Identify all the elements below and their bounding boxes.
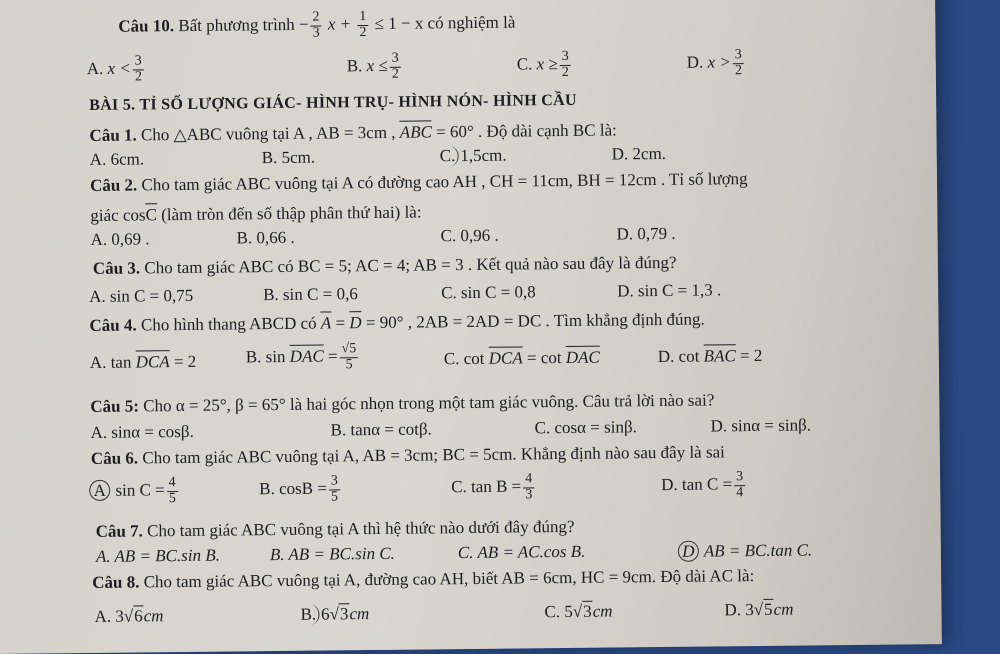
option-a: A. tan DCA = 2	[89, 351, 197, 372]
option-a: A. 3√6cm	[94, 606, 164, 626]
option-b: B. sin C = 0,6	[263, 284, 358, 305]
option-d: D. sinα = sinβ.	[710, 415, 812, 436]
question-4: Câu 4. Cho hình thang ABCD có A = D = 90° , 2AB = 2AD = DC . Tìm khẳng định đúng.	[89, 309, 705, 335]
option-c: C. 5√3cm	[544, 601, 613, 622]
option-a: A. 6cm.	[89, 149, 145, 169]
option-c: C. cosα = sinβ.	[534, 417, 637, 438]
option-d: D. x > $\frac{3}{2}$	[686, 47, 742, 78]
question-1: Câu 1. Cho △ABC vuông tại A , AB = 3cm , ABC = 60° . Độ dài cạnh BC là:	[89, 120, 617, 145]
option-a: A. AB = BC.sin B.	[95, 545, 221, 566]
option-b: B. cosB = $\frac{3}{5}$	[259, 473, 339, 505]
option-a: A. sinα = cosβ.	[90, 421, 194, 442]
option-d: D. sin C = 1,3 .	[617, 280, 722, 301]
option-c: C. cot DCA = cot DAC	[443, 347, 600, 369]
question-label: Câu 10.	[118, 16, 175, 36]
circle-mark: D	[678, 541, 699, 562]
option-b: B. x ≤ $\frac{3}{2}$	[346, 50, 399, 82]
section-title: BÀI 5. TỈ SỐ LƯỢNG GIÁC- HÌNH TRỤ- HÌNH NÓN- HÌNH CẦU	[89, 91, 577, 114]
option-c: C. sin C = 0,8	[441, 282, 536, 303]
angle-abc: ABC	[399, 122, 432, 142]
circle-mark: B.	[300, 605, 319, 625]
question-10: Câu 10. Bất phương trình − $\frac{2}{3}$ x + $\frac{1}{2}$ ≤ 1 − x có nghiệm là	[118, 9, 516, 41]
option-d: D. cot BAC = 2	[657, 345, 763, 367]
circle-mark: A	[89, 480, 110, 501]
option-c: C. tan B = $\frac{4}{3}$	[451, 471, 533, 503]
option-d: D AB = BC.tan C.	[682, 539, 812, 561]
option-b: B. tanα = cotβ.	[330, 419, 432, 440]
option-d: D. 3√5cm	[724, 599, 794, 620]
option-c: C. x ≥ $\frac{3}{2}$	[516, 48, 569, 80]
question-6: Câu 6. Cho tam giác ABC vuông tại A, AB = 3cm; BC = 5cm. Khẳng định nào sau đây là sai	[90, 442, 725, 468]
option-b: B. sin DAC = $\frac{√5}{5}$	[246, 342, 361, 374]
option-c: C. 0,96 .	[440, 225, 499, 246]
circle-mark: C.	[440, 146, 459, 166]
question-5: Câu 5: Cho α = 25°, β = 65° là hai góc nhọn trong một tam giác vuông. Câu trả lời nào sai?	[90, 390, 715, 416]
fraction: $\frac{1}{2}$	[359, 9, 367, 40]
option-c: C. 1,5cm.	[439, 145, 507, 166]
fraction: $\frac{2}{3}$	[312, 9, 320, 41]
option-d: D. 0,79 .	[616, 223, 676, 244]
option-d: D. 2cm.	[611, 143, 667, 164]
option-b: B. AB = BC.sin C.	[269, 543, 395, 565]
option-c: C. AB = AC.cos B.	[457, 541, 586, 563]
question-text: Bất phương trình	[178, 14, 295, 36]
question-8: Câu 8. Cho tam giác ABC vuông tại A, đường cao AH, biết AB = 6cm, HC = 9cm. Độ dài AC là:	[92, 566, 755, 592]
question-3: Câu 3. Cho tam giác ABC có BC = 5; AC = 4; AB = 3 . Kết quả nào sau đây là đúng?	[92, 252, 677, 278]
option-d: D. tan C = $\frac{3}{4}$	[661, 469, 744, 500]
question-2-cont: giác cosC (làm tròn đến số thập phân thứ hai) là:	[90, 202, 422, 225]
option-a: A. 0,69 .	[90, 229, 150, 249]
option-b: B. 0,66 .	[236, 227, 295, 248]
option-a: A sin C = $\frac{4}{5}$	[93, 476, 180, 507]
option-b: B. 6√3cm	[300, 604, 370, 624]
option-b: B. 5cm.	[261, 147, 316, 168]
option-a: A. sin C = 0,75	[89, 285, 194, 306]
question-2: Câu 2. Cho tam giác ABC vuông tại A có đường cao AH , CH = 11cm, BH = 12cm . Tỉ số lượng	[89, 169, 748, 195]
question-7: Câu 7. Cho tam giác ABC vuông tại A thì hệ thức nào dưới đây đúng?	[95, 516, 575, 541]
option-a: A. x < $\frac{3}{2}$	[86, 53, 143, 85]
